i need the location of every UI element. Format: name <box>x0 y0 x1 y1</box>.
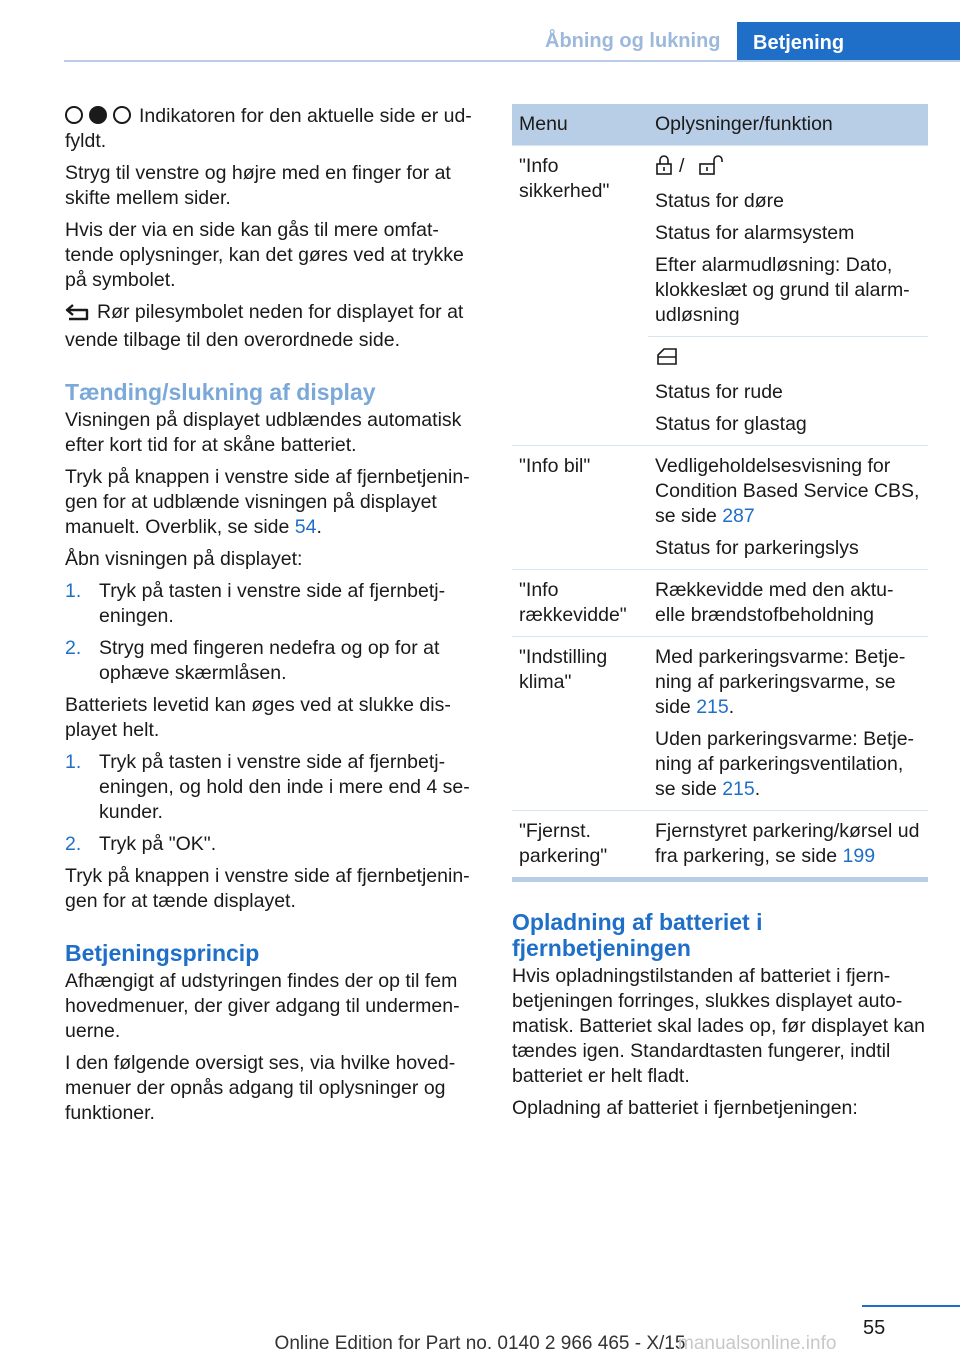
page-link-199[interactable]: 199 <box>842 845 876 867</box>
table-row <box>512 637 928 811</box>
steps-list-off <box>65 750 483 857</box>
paragraph: Afhængigt af udstyringen findes der op til fem hovedmenuer, der giver adgang til undermen-uerne. <box>65 970 460 1042</box>
window-icon <box>655 346 679 373</box>
heading-operating-principle: Betjeningsprincip <box>65 940 260 966</box>
table-row <box>512 446 928 570</box>
info-cell: Status for rude Status for glastag <box>648 337 928 446</box>
table-bottom-rule <box>512 877 928 882</box>
door-unlocked-icon <box>698 155 724 182</box>
paragraph: I den følgende oversigt ses, via hvilke hoved-menuer der opnås adgang til oplysninger og funktioner. <box>65 1052 456 1124</box>
table-header-info: Oplysninger/funktion <box>648 104 928 146</box>
heading-display-toggle: Tænding/slukning af display <box>65 379 376 405</box>
back-arrow-paragraph: Rør pilesymbolet neden for displayet for at vende tilbage til den overordnede side. <box>65 301 464 351</box>
paragraph: Tryk på knappen i venstre side af fjernbetjenin-gen for at tænde displayet. <box>65 865 470 912</box>
page-link-54[interactable]: 54 <box>294 516 317 538</box>
list-item: 2. Tryk på "OK". <box>65 833 217 855</box>
info-cell: Med parkeringsvarme: Betje-ning af parkeringsvarme, se side 215. Uden parkeringsvarme: Betje-ning af parkeringsventilation, se side 215. <box>648 637 928 811</box>
right-column <box>512 104 928 1128</box>
table-header-row <box>512 104 928 146</box>
header-section-title: Åbning og lukning <box>545 30 721 52</box>
paragraph: Hvis der via en side kan gås til mere omfat-tende oplysninger, kan det gøres ved at trykke på symbolet. <box>65 219 464 291</box>
info-cell: / Status for døre Status for alarmsystem Efter alarmudløsning: Dato, klokkeslæt og grund til alarm-udløsning <box>648 146 928 337</box>
menu-cell: "Info rækkevidde" <box>512 570 648 637</box>
door-locked-icon <box>655 155 673 182</box>
table-row <box>512 570 928 637</box>
heading-battery-charging: Opladning af batteriet i fjernbetjeningen <box>512 909 763 961</box>
indicator-paragraph: Indikatoren for den aktuelle side er ud-fyldt. <box>65 105 472 152</box>
footer-edition: Online Edition for Part no. 0140 2 966 465 - X/15 <box>274 1333 686 1354</box>
left-column <box>65 104 483 1133</box>
paragraph: Tryk på knappen i venstre side af fjernbetjenin-gen for at udblænde visningen på displayet manuelt. Overblik, se side 54. <box>65 466 470 538</box>
list-item: 2. Stryg med fingeren nedefra og op for at ophæve skærmlåsen. <box>65 637 440 684</box>
header-tab-betjening: Betjening <box>737 22 960 62</box>
page-number: 55 <box>863 1317 886 1339</box>
steps-list-open <box>65 579 483 686</box>
info-cell: Fjernstyret parkering/kørsel ud fra parkering, se side 199 <box>648 811 928 878</box>
info-cell: Vedligeholdelsesvisning for Condition Based Service CBS, se side 287 Status for parkeringslys <box>648 446 928 570</box>
menu-table <box>512 104 928 882</box>
paragraph: Hvis opladningstilstanden af batteriet i fjern-betjeningen forringes, slukkes displayet auto-matisk. Batteriet skal lades op, før displayet kan tændes igen. Standardtasten fungerer, indtil batteriet er helt fladt. <box>512 965 925 1087</box>
menu-cell: "Fjernst. parkering" <box>512 811 648 878</box>
info-cell: Rækkevidde med den aktu-elle brændstofbeholdning <box>648 570 928 637</box>
footer-rule <box>862 1305 960 1307</box>
paragraph: Opladning af batteriet i fjernbetjeningen: <box>512 1097 858 1119</box>
paragraph: Stryg til venstre og højre med en finger for at skifte mellem sider. <box>65 162 451 209</box>
menu-cell: "Info bil" <box>512 446 648 570</box>
back-arrow-icon <box>65 303 91 328</box>
paragraph: Batteriets levetid kan øges ved at slukke dis-playet helt. <box>65 694 451 741</box>
page-link-215[interactable]: 215 <box>696 696 729 718</box>
list-item: 1. Tryk på tasten i venstre side af fjernbetj-eningen, og hold den inde i mere end 4 se-kunder. <box>65 751 470 823</box>
table-row <box>512 811 928 878</box>
page-link-215[interactable]: 215 <box>722 778 755 800</box>
header-rule <box>64 60 960 62</box>
table-row <box>512 146 928 337</box>
page-link-287[interactable]: 287 <box>722 505 755 527</box>
table-header-menu: Menu <box>512 104 648 146</box>
menu-cell: "Indstilling klima" <box>512 637 648 811</box>
paragraph: Visningen på displayet udblændes automatisk efter kort tid for at skåne batteriet. <box>65 409 462 456</box>
menu-cell: "Info sikkerhed" <box>512 146 648 446</box>
page-indicator-icon <box>65 106 131 124</box>
list-item: 1. Tryk på tasten i venstre side af fjernbetj-eningen. <box>65 580 446 627</box>
watermark: manualsonline.info <box>678 1333 837 1354</box>
paragraph: Åbn visningen på displayet: <box>65 548 303 570</box>
